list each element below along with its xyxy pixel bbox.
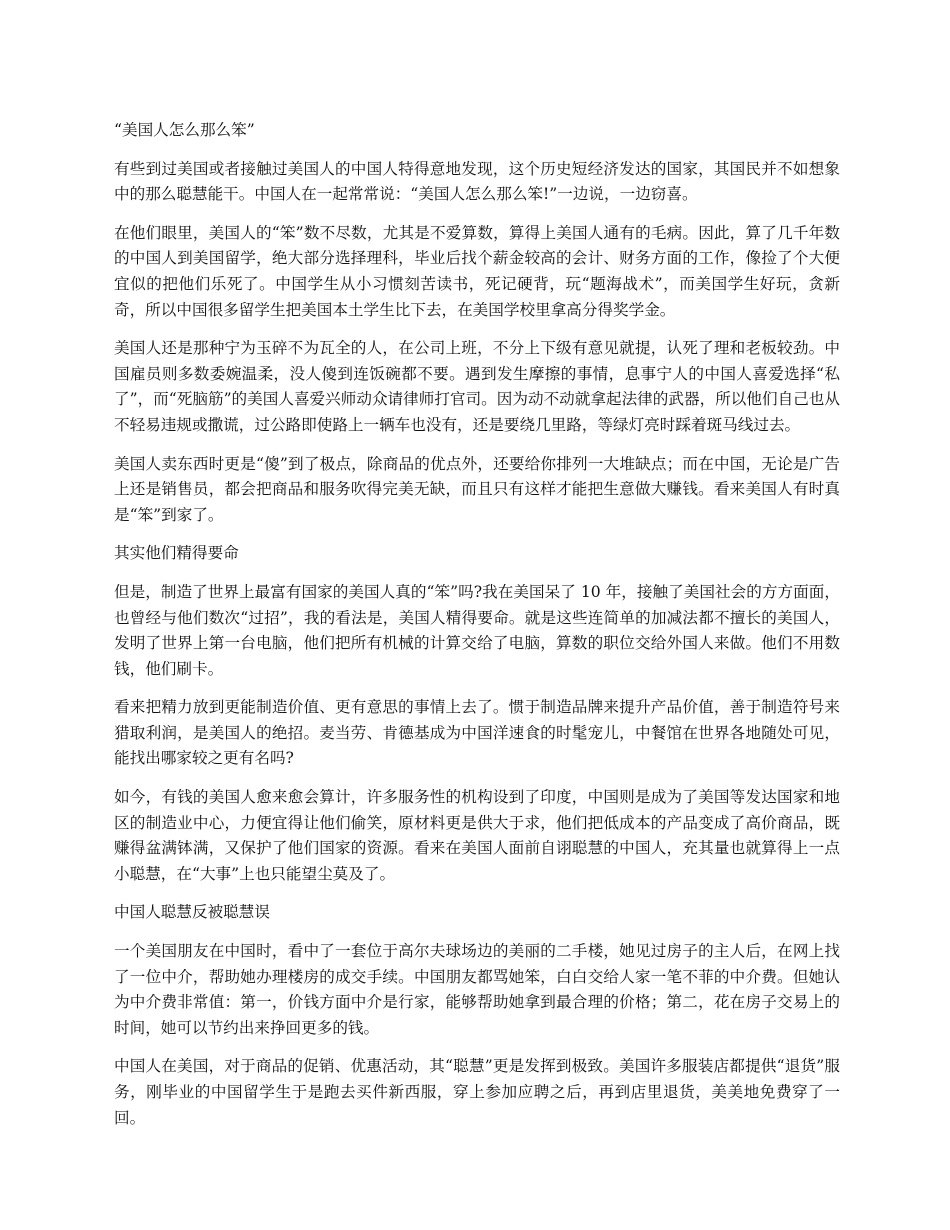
paragraph-9: 中国人在美国，对于商品的促销、优惠活动，其“聪慧”更是发挥到极致。美国许多服装店都提供“退货”服务，刚毕业的中国留学生于是跑去买件新西服，穿上参加应聘之后，再到店里退货，美美地免费穿了一回。 [114, 1057, 840, 1127]
document-page [114, 118, 840, 1144]
section-heading-1: “美国人怎么那么笨” [114, 121, 255, 139]
section-heading-2: 其实他们精得要命 [114, 544, 239, 563]
paragraph-1: 有些到过美国或者接触过美国人的中国人特得意地发现，这个历史短经济发达的国家，其国民并不如想象中的那么聪慧能干。中国人在一起常常说：“美国人怎么那么笨!”一边说，一边窃喜。 [114, 159, 840, 204]
paragraph-4: 美国人卖东西时更是“傻”到了极点，除商品的优点外，还要给你排列一大堆缺点；而在中国，无论是广告上还是销售员，都会把商品和服务吹得完美无缺，而且只有这样才能把生意做大赚钱。看来美国人有时真是“笨”到家了。 [114, 454, 840, 524]
section-heading-3: 中国人聪慧反被聪慧误 [114, 903, 270, 922]
paragraph-2: 在他们眼里，美国人的“笨”数不尽数，尤其是不爱算数，算得上美国人通有的毛病。因此，算了几千年数的中国人到美国留学，绝大部分选择理科，毕业后找个薪金较高的会计、财务方面的工作，像捡了个大便宜似的把他们乐死了。中国学生从小习惯刻苦读书，死记硬背，玩“题海战术”，而美国学生好玩，贪新奇，所以中国很多留学生把美国本土学生比下去，在美国学校里拿高分得奖学金。 [114, 223, 840, 319]
paragraph-3: 美国人还是那种宁为玉碎不为瓦全的人，在公司上班，不分上下级有意见就提，认死了理和老板较劲。中国雇员则多数委婉温柔，没人傻到连饭碗都不要。遇到发生摩擦的事情，息事宁人的中国人喜爱选择“私了”，而“死脑筋”的美国人喜爱兴师动众请律师打官司。因为动不动就拿起法律的武器，所以他们自己也从不轻易违规或撒谎，过公路即使路上一辆车也没有，还是要绕几里路，等绿灯亮时踩着斑马线过去。 [114, 339, 840, 434]
paragraph-7: 如今，有钱的美国人愈来愈会算计，许多服务性的机构设到了印度，中国则是成为了美国等发达国家和地区的制造业中心，力便宜得让他们偷笑，原材料更是供大于求，他们把低成本的产品变成了高价商品，既赚得盆满钵满，又保护了他们国家的资源。看来在美国人面前自诩聪慧的中国人，充其量也就算得上一点小聪慧，在“大事”上也只能望尘莫及了。 [114, 788, 840, 883]
paragraph-6: 看来把精力放到更能制造价值、更有意思的事情上去了。惯于制造品牌来提升产品价值，善于制造符号来猎取利润，是美国人的绝招。麦当劳、肯德基成为中国洋速食的时髦宠儿，中餐馆在世界各地随处可见，能找出哪家较之更有名吗? [114, 698, 840, 768]
paragraph-5: 但是，制造了世界上最富有国家的美国人真的“笨”吗?我在美国呆了 10 年，接触了美国社会的方方面面，也曾经与他们数次“过招”，我的看法是，美国人精得要命。就是这些连简单的加减法都不擅长的美国人，发明了世界上第一台电脑，他们把所有机械的计算交给了电脑，算数的职位交给外国人来做。他们不用数钱，他们刷卡。 [114, 582, 840, 678]
paragraph-8: 一个美国朋友在中国时，看中了一套位于高尔夫球场边的美丽的二手楼，她见过房子的主人后，在网上找了一位中介，帮助她办理楼房的成交手续。中国朋友都骂她笨，白白交给人家一笔不菲的中介费。但她认为中介费非常值：第一，价钱方面中介是行家，能够帮助她拿到最合理的价格；第二，花在房子交易上的时间，她可以节约出来挣回更多的钱。 [114, 942, 840, 1037]
